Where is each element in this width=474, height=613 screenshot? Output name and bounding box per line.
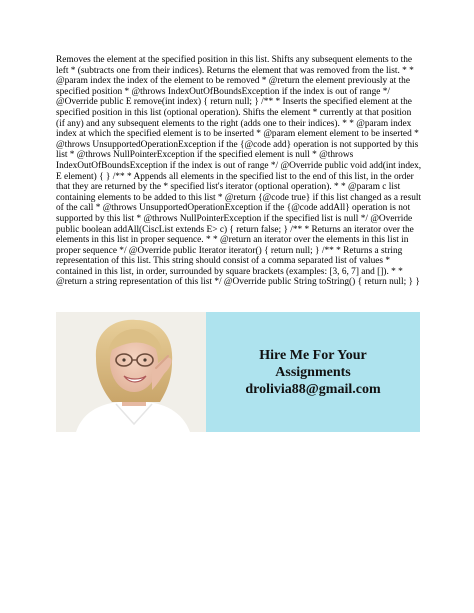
hire-me-ad-banner xyxy=(56,312,420,432)
ad-headline-line2: Assignments xyxy=(275,364,351,380)
woman-portrait-photo xyxy=(56,312,206,432)
ad-headline-line1: Hire Me For Your xyxy=(259,347,367,363)
ad-text-block xyxy=(206,312,420,432)
document-body-text: Removes the element at the specified position in this list. Shifts any subsequent elements to the left * (subtracts one from their indices). Returns the element that was removed from the list. * * @param index the index of the element to be removed * @return the element previously at the specified position * @throws IndexOutOfBoundsException if the index is out of range */ @Override public E remove(int index) { return null; } /** * Inserts the specified element at the specified position in this list (optional operation). Shifts the element * currently at that position (if any) and any subsequent elements to the right (adds one to their indices). * * @param index index at which the specified element is to be inserted * @param element element to be inserted * @throws UnsupportedOperationException if the {@code add} operation is not supported by this list * @throws NullPointerException if the specified element is null * @throws IndexOutOfBoundsException if the index is out of range */ @Override public void add(int index, E element) { } /** * Appends all elements in the specified list to the end of this list, in the order that they are returned by the * specified list's iterator (optional operation). * * @param c list containing elements to be added to this list * @return {@code true} if this list changed as a result of the call * @throws UnsupportedOperationException if the {@code addAll} operation is not supported by this list * @throws NullPointerException if the specified list is null */ @Override public boolean addAll(CiscList extends E> c) { return false; } /** * Returns an iterator over the elements in this list in proper sequence. * * @return an iterator over the elements in this list in proper sequence */ @Override public Iterator iterator() { return null; } /** * Returns a string representation of this list. This string should consist of a comma separated list of values * contained in this list, in order, surrounded by square brackets (examples: [3, 6, 7] and []). * * @return a string representation of this list */ @Override public String toString() { return null; } } xyxy=(56,55,422,288)
ad-email: drolivia88@gmail.com xyxy=(245,381,381,397)
